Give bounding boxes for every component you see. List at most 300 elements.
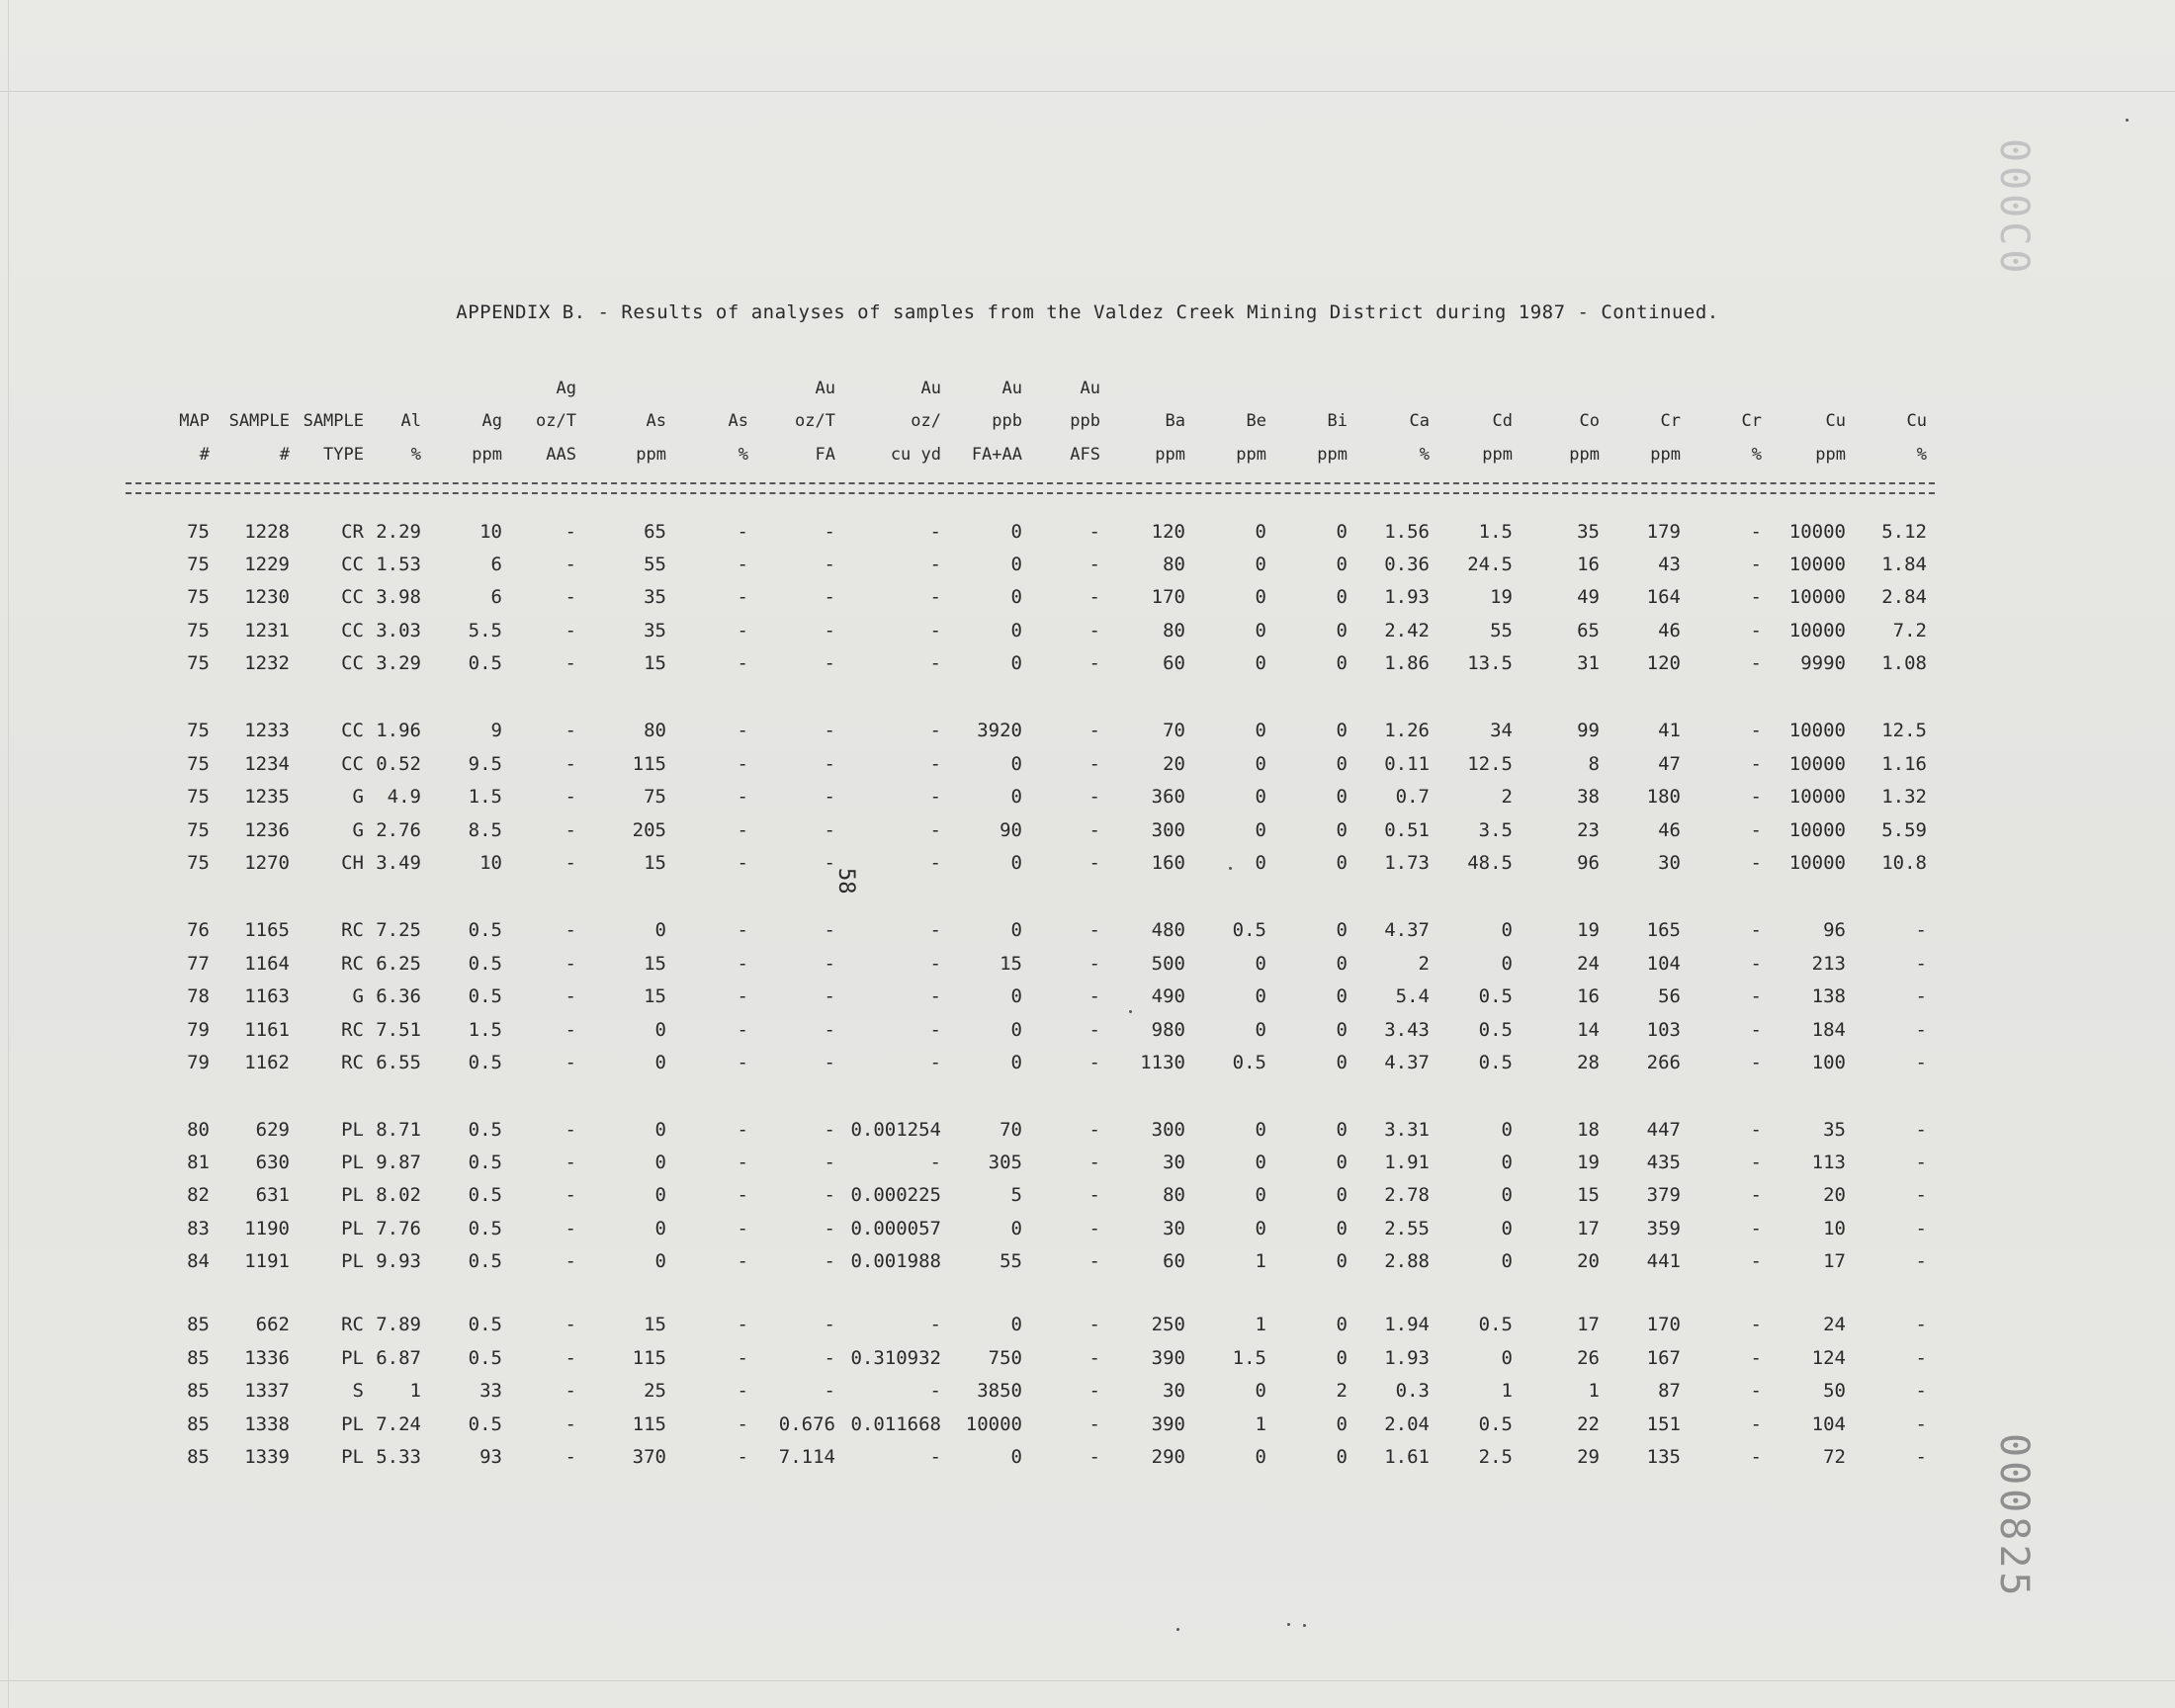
table-cell: - (737, 1250, 748, 1272)
table-cell: 0 (1255, 985, 1266, 1007)
table-cell: 0.52 (376, 753, 421, 775)
table-cell: 1.53 (376, 554, 421, 575)
table-cell: 19 (1577, 919, 1600, 941)
table-cell: 0.36 (1384, 554, 1430, 575)
table-cell: - (565, 1119, 576, 1141)
column-header: ppm (1650, 445, 1681, 465)
table-cell: - (1088, 1184, 1100, 1206)
table-cell: - (1915, 1184, 1927, 1206)
scan-speck (1303, 1624, 1306, 1627)
table-cell: 1336 (244, 1347, 290, 1369)
table-cell: 0 (654, 1119, 666, 1141)
table-cell: 15 (1577, 1184, 1600, 1206)
table-cell: - (824, 1184, 835, 1206)
table-cell: 0 (1336, 1250, 1348, 1272)
table-cell: 0 (1336, 652, 1348, 674)
table-cell: 1.32 (1881, 786, 1927, 808)
table-cell: 10000 (1788, 819, 1846, 841)
table-cell: PL (341, 1152, 364, 1173)
table-cell: - (737, 1314, 748, 1335)
table-cell: 1.84 (1881, 554, 1927, 575)
table-cell: 0 (1010, 1019, 1022, 1041)
table-cell: 0.5 (1478, 985, 1513, 1007)
table-cell: 3.31 (1384, 1119, 1430, 1141)
page-edge-bottom (0, 1680, 2175, 1681)
table-cell: 0.5 (468, 652, 502, 674)
table-cell: - (1750, 720, 1762, 741)
table-cell: 631 (255, 1184, 290, 1206)
table-cell: 5.59 (1881, 819, 1927, 841)
table-cell: 0 (1010, 786, 1022, 808)
table-cell: 266 (1646, 1052, 1681, 1073)
table-cell: 72 (1823, 1446, 1846, 1468)
table-cell: 113 (1811, 1152, 1846, 1173)
column-header: Ba (1165, 411, 1185, 431)
table-cell: - (737, 1380, 748, 1402)
table-cell: 0 (1336, 1218, 1348, 1239)
table-cell: - (824, 1052, 835, 1073)
table-cell: 14 (1577, 1019, 1600, 1041)
table-cell: - (565, 620, 576, 641)
table-cell: 50 (1823, 1380, 1846, 1402)
table-cell: 15 (1000, 953, 1022, 975)
table-cell: 0 (1010, 1052, 1022, 1073)
table-cell: - (737, 753, 748, 775)
table-cell: - (1088, 985, 1100, 1007)
table-cell: 20 (1163, 753, 1185, 775)
table-cell: 0 (1336, 1052, 1348, 1073)
column-header: Au (1001, 379, 1022, 398)
table-cell: 10000 (1788, 521, 1846, 543)
table-cell: 65 (644, 521, 666, 543)
table-cell: - (824, 1218, 835, 1239)
table-cell: 0.676 (778, 1413, 835, 1435)
table-cell: - (565, 652, 576, 674)
table-cell: - (1915, 1218, 1927, 1239)
table-cell: 78 (187, 985, 210, 1007)
table-cell: 75 (187, 753, 210, 775)
table-cell: 80 (644, 720, 666, 741)
table-cell: - (929, 852, 941, 874)
table-cell: 0 (1255, 953, 1266, 975)
column-header: Ag (481, 411, 502, 431)
column-header: Al (400, 411, 421, 431)
table-cell: 3.03 (376, 620, 421, 641)
table-cell: 84 (187, 1250, 210, 1272)
table-cell: 85 (187, 1446, 210, 1468)
table-cell: 0 (1336, 819, 1348, 841)
table-cell: 0.000225 (850, 1184, 941, 1206)
table-cell: 10000 (1788, 852, 1846, 874)
table-cell: 1231 (244, 620, 290, 641)
table-cell: - (737, 1446, 748, 1468)
table-cell: 55 (644, 554, 666, 575)
table-cell: 0 (1255, 819, 1266, 841)
table-cell: - (565, 1314, 576, 1335)
table-cell: 0.5 (468, 1347, 502, 1369)
table-cell: - (737, 1019, 748, 1041)
column-header: Au (1080, 379, 1100, 398)
table-cell: PL (341, 1347, 364, 1369)
page-number: 58 (833, 868, 858, 895)
table-cell: - (929, 953, 941, 975)
table-cell: 41 (1658, 720, 1681, 741)
table-cell: 1233 (244, 720, 290, 741)
table-cell: 33 (479, 1380, 502, 1402)
table-cell: 35 (1577, 521, 1600, 543)
table-cell: 0 (1010, 1446, 1022, 1468)
table-cell: - (737, 586, 748, 608)
table-cell: 0 (1336, 521, 1348, 543)
table-cell: 8 (1588, 753, 1600, 775)
table-cell: - (565, 1413, 576, 1435)
table-cell: - (1750, 554, 1762, 575)
table-cell: 0 (1010, 586, 1022, 608)
table-cell: - (1088, 1052, 1100, 1073)
table-cell: 6 (490, 554, 502, 575)
table-cell: 0 (1336, 554, 1348, 575)
table-cell: 0 (1336, 985, 1348, 1007)
table-cell: 0 (1255, 1380, 1266, 1402)
table-cell: 8.71 (376, 1119, 421, 1141)
table-cell: 0 (1010, 753, 1022, 775)
table-cell: 0.001988 (850, 1250, 941, 1272)
table-cell: - (1750, 521, 1762, 543)
table-cell: 15 (644, 985, 666, 1007)
column-header: Cr (1660, 411, 1681, 431)
table-cell: 120 (1151, 521, 1185, 543)
table-cell: 0 (1501, 919, 1513, 941)
table-cell: - (1750, 953, 1762, 975)
table-cell: 0 (654, 1218, 666, 1239)
table-cell: 170 (1646, 1314, 1681, 1335)
column-header: oz/T (536, 411, 576, 431)
table-cell: 30 (1658, 852, 1681, 874)
table-cell: 0 (1255, 786, 1266, 808)
table-cell: 55 (1000, 1250, 1022, 1272)
table-cell: 447 (1646, 1119, 1681, 1141)
table-cell: - (1750, 1413, 1762, 1435)
table-cell: RC (341, 953, 364, 975)
table-cell: - (929, 652, 941, 674)
table-cell: 75 (187, 521, 210, 543)
table-cell: 10000 (1788, 620, 1846, 641)
table-cell: 10000 (1788, 720, 1846, 741)
table-cell: 0 (1255, 586, 1266, 608)
table-cell: RC (341, 919, 364, 941)
table-cell: - (824, 521, 835, 543)
table-cell: - (565, 1019, 576, 1041)
table-cell: - (929, 1152, 941, 1173)
table-cell: 2 (1336, 1380, 1348, 1402)
column-header: AAS (546, 445, 576, 465)
table-cell: - (1750, 852, 1762, 874)
table-cell: 7.24 (376, 1413, 421, 1435)
table-cell: 7.2 (1892, 620, 1927, 641)
table-cell: - (565, 521, 576, 543)
table-cell: - (1088, 554, 1100, 575)
table-cell: 75 (187, 720, 210, 741)
table-cell: 359 (1646, 1218, 1681, 1239)
table-cell: 0.5 (468, 1250, 502, 1272)
table-cell: 124 (1811, 1347, 1846, 1369)
table-cell: 0 (1336, 586, 1348, 608)
column-header: Cu (1906, 411, 1927, 431)
table-cell: 19 (1490, 586, 1513, 608)
table-cell: 0.5 (1478, 1314, 1513, 1335)
table-cell: 1 (1255, 1314, 1266, 1335)
table-cell: 85 (187, 1413, 210, 1435)
table-cell: 115 (632, 1413, 666, 1435)
column-header: Be (1246, 411, 1266, 431)
table-cell: 35 (1823, 1119, 1846, 1141)
column-header: % (738, 445, 748, 465)
table-cell: 3850 (977, 1380, 1022, 1402)
table-cell: - (1915, 1250, 1927, 1272)
table-cell: 1.26 (1384, 720, 1430, 741)
table-cell: 5.12 (1881, 521, 1927, 543)
table-cell: 75 (187, 852, 210, 874)
column-header: ppm (1236, 445, 1266, 465)
table-cell: 79 (187, 1019, 210, 1041)
table-cell: 35 (644, 586, 666, 608)
table-cell: 85 (187, 1380, 210, 1402)
table-cell: CC (341, 554, 364, 575)
table-cell: 630 (255, 1152, 290, 1173)
table-cell: 0.5 (468, 1152, 502, 1173)
table-cell: 9.87 (376, 1152, 421, 1173)
table-cell: 0.011668 (850, 1413, 941, 1435)
table-cell: 9990 (1800, 652, 1846, 674)
table-cell: 0 (1255, 720, 1266, 741)
table-cell: - (1915, 1347, 1927, 1369)
table-cell: 0 (1501, 1250, 1513, 1272)
table-cell: 75 (187, 620, 210, 641)
table-cell: PL (341, 1413, 364, 1435)
table-cell: 0 (1336, 1446, 1348, 1468)
table-cell: PL (341, 1250, 364, 1272)
table-cell: 76 (187, 919, 210, 941)
column-header: As (728, 411, 748, 431)
table-cell: - (1750, 586, 1762, 608)
table-cell: 0 (1336, 919, 1348, 941)
table-cell: - (824, 985, 835, 1007)
table-cell: - (929, 1052, 941, 1073)
table-cell: - (1088, 620, 1100, 641)
table-cell: 35 (644, 620, 666, 641)
table-cell: 0 (654, 1152, 666, 1173)
table-cell: - (824, 753, 835, 775)
table-cell: 662 (255, 1314, 290, 1335)
table-cell: - (737, 1347, 748, 1369)
table-cell: 360 (1151, 786, 1185, 808)
table-cell: 250 (1151, 1314, 1185, 1335)
table-cell: 1270 (244, 852, 290, 874)
table-cell: 75 (187, 586, 210, 608)
table-cell: RC (341, 1314, 364, 1335)
table-cell: - (737, 819, 748, 841)
table-cell: 15 (644, 1314, 666, 1335)
table-cell: - (1750, 1347, 1762, 1369)
table-cell: 85 (187, 1347, 210, 1369)
column-header: % (410, 445, 421, 465)
table-cell: 3.43 (1384, 1019, 1430, 1041)
table-cell: - (565, 852, 576, 874)
table-cell: 7.25 (376, 919, 421, 941)
table-cell: - (824, 1347, 835, 1369)
table-cell: - (1915, 1380, 1927, 1402)
table-cell: 0 (1336, 753, 1348, 775)
table-cell: - (565, 1218, 576, 1239)
table-cell: 5.5 (468, 620, 502, 641)
table-cell: 3.29 (376, 652, 421, 674)
table-cell: 20 (1823, 1184, 1846, 1206)
table-cell: RC (341, 1052, 364, 1073)
table-cell: 0.5 (468, 953, 502, 975)
table-cell: 0.11 (1384, 753, 1430, 775)
table-cell: 10.8 (1881, 852, 1927, 874)
table-cell: 96 (1577, 852, 1600, 874)
table-cell: 750 (988, 1347, 1022, 1369)
table-cell: 1.16 (1881, 753, 1927, 775)
table-cell: - (1750, 620, 1762, 641)
table-cell: 10000 (1788, 586, 1846, 608)
table-cell: CC (341, 620, 364, 641)
table-cell: 1130 (1140, 1052, 1185, 1073)
table-cell: - (565, 1446, 576, 1468)
table-cell: 0 (1336, 1019, 1348, 1041)
table-cell: 75 (187, 554, 210, 575)
table-cell: - (1088, 919, 1100, 941)
table-cell: - (824, 819, 835, 841)
table-cell: 2.5 (1478, 1446, 1513, 1468)
table-cell: 1 (1501, 1380, 1513, 1402)
table-cell: 0 (1501, 1184, 1513, 1206)
table-cell: 30 (1163, 1380, 1185, 1402)
table-cell: - (824, 1119, 835, 1141)
column-header: cu yd (890, 445, 941, 465)
table-cell: 0 (1336, 953, 1348, 975)
column-header: Co (1579, 411, 1600, 431)
table-cell: 75 (187, 819, 210, 841)
table-cell: - (929, 720, 941, 741)
table-cell: - (929, 620, 941, 641)
table-cell: - (737, 985, 748, 1007)
table-cell: 0 (1501, 1152, 1513, 1173)
table-cell: 23 (1577, 819, 1600, 841)
table-cell: PL (341, 1184, 364, 1206)
table-cell: PL (341, 1446, 364, 1468)
table-cell: 90 (1000, 819, 1022, 841)
table-cell: - (565, 919, 576, 941)
table-cell: - (737, 1052, 748, 1073)
table-cell: - (1915, 1052, 1927, 1073)
column-header: Bi (1327, 411, 1348, 431)
table-cell: 629 (255, 1119, 290, 1141)
table-cell: - (824, 1314, 835, 1335)
table-cell: 0 (1255, 852, 1266, 874)
table-cell: 31 (1577, 652, 1600, 674)
table-cell: 10 (1823, 1218, 1846, 1239)
table-cell: 0 (1501, 1119, 1513, 1141)
table-cell: - (1750, 985, 1762, 1007)
table-cell: 160 (1151, 852, 1185, 874)
table-cell: 17 (1577, 1218, 1600, 1239)
table-cell: - (824, 953, 835, 975)
table-cell: 0 (1336, 1347, 1348, 1369)
table-cell: 1 (1255, 1413, 1266, 1435)
table-cell: 75 (644, 786, 666, 808)
table-cell: 2.76 (376, 819, 421, 841)
table-cell: G (352, 819, 364, 841)
table-cell: - (929, 554, 941, 575)
table-cell: 0 (1255, 521, 1266, 543)
column-header: ppm (1815, 445, 1846, 465)
table-cell: 13.5 (1467, 652, 1513, 674)
table-cell: 3.98 (376, 586, 421, 608)
table-cell: 1.5 (1232, 1347, 1266, 1369)
table-cell: 38 (1577, 786, 1600, 808)
table-cell: 0 (1336, 620, 1348, 641)
table-cell: 80 (1163, 620, 1185, 641)
scan-speck (1176, 1628, 1179, 1631)
table-cell: 55 (1490, 620, 1513, 641)
table-cell: - (929, 1380, 941, 1402)
table-cell: - (565, 953, 576, 975)
table-cell: 1 (409, 1380, 421, 1402)
table-cell: 2.04 (1384, 1413, 1430, 1435)
table-cell: - (737, 1184, 748, 1206)
table-cell: 1164 (244, 953, 290, 975)
table-cell: 0.310932 (850, 1347, 941, 1369)
table-cell: 2.42 (1384, 620, 1430, 641)
table-cell: 79 (187, 1052, 210, 1073)
table-cell: 2.84 (1881, 586, 1927, 608)
table-cell: 1.73 (1384, 852, 1430, 874)
table-cell: 390 (1151, 1347, 1185, 1369)
table-cell: 1191 (244, 1250, 290, 1272)
table-cell: - (1088, 1413, 1100, 1435)
column-header: Cd (1492, 411, 1513, 431)
table-cell: 20 (1577, 1250, 1600, 1272)
table-cell: 0 (1336, 1119, 1348, 1141)
table-cell: 56 (1658, 985, 1681, 1007)
table-cell: 104 (1646, 953, 1681, 975)
table-cell: 0 (1255, 753, 1266, 775)
table-cell: 80 (187, 1119, 210, 1141)
table-cell: 82 (187, 1184, 210, 1206)
table-cell: 24 (1823, 1314, 1846, 1335)
table-cell: - (824, 652, 835, 674)
column-header: ppm (1482, 445, 1513, 465)
table-cell: - (1088, 819, 1100, 841)
column-header: AFS (1070, 445, 1100, 465)
table-cell: 5.4 (1395, 985, 1430, 1007)
table-cell: 1.94 (1384, 1314, 1430, 1335)
table-cell: 26 (1577, 1347, 1600, 1369)
table-cell: - (1088, 786, 1100, 808)
table-cell: 1234 (244, 753, 290, 775)
table-cell: - (929, 1019, 941, 1041)
table-cell: 0 (1010, 554, 1022, 575)
table-cell: 25 (644, 1380, 666, 1402)
table-cell: - (1915, 985, 1927, 1007)
table-cell: 1235 (244, 786, 290, 808)
table-cell: 9 (490, 720, 502, 741)
table-cell: 980 (1151, 1019, 1185, 1041)
table-cell: 10000 (965, 1413, 1022, 1435)
table-cell: 65 (1577, 620, 1600, 641)
